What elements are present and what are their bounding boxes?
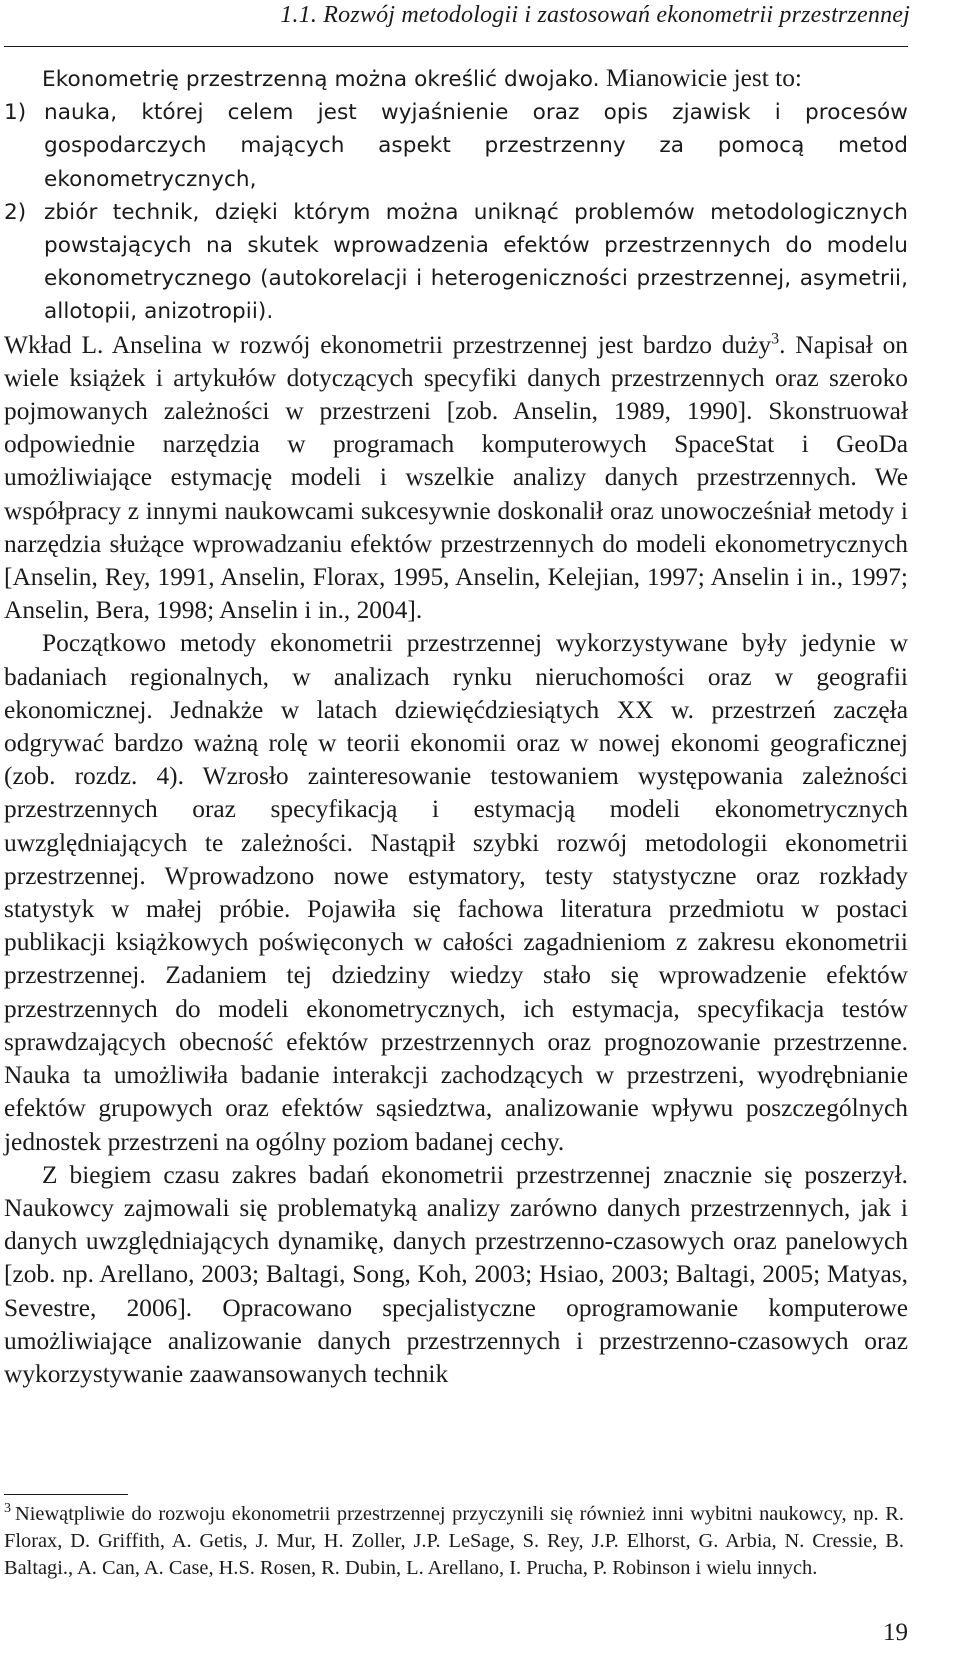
paragraph-intro xyxy=(4,62,908,96)
paragraph-anselin xyxy=(4,329,908,628)
paragraph-scope: Z biegiem czasu zakres badań ekonometrii przestrzennej znacznie się poszerzył. Naukowcy zajmowali się problematyką analizy zarówno danych przestrzennych, jak i danych uwzględniających dynamikę, danych przestrzenno-czasowych oraz panelowych [zob. np. Arellano, 2003; Baltagi, Song, Koh, 2003; Hsiao, 2003; Baltagi, 2005; Matyas, Sevestre, 2006]. Opracowano specjalistyczne oprogramowanie komputerowe umożliwiające analizowanie danych przestrzennych i przestrzenno-czasowych oraz wykorzystywanie zaawansowanych technik xyxy=(4,1160,908,1388)
paragraph-development: Początkowo metody ekonometrii przestrzennej wykorzystywane były jedynie w badaniach regionalnych, w analizach rynku nieruchomości oraz w geografii ekonomicznej. Jednakże w latach dziewięćdziesiątych XX w. przestrzeń zaczęła odgrywać bardzo ważną rolę w teorii ekonomii oraz w nowej ekonomi geograficznej (zob. rozdz. 4). Wzrosło zainteresowanie testowaniem występowania zależności przestrzennych oraz specyfikacją i estymacją modeli ekonometrycznych uwzględniających te zależności. Nastąpił szybki rozwój metodologii ekonometrii przestrzennej. Wprowadzono nowe estymatory, testy statystyczne oraz rozkłady statystyk w małej próbie. Pojawiła się fachowa literatura przedmiotu w postaci publikacji książkowych poświęconych w całości zagadnieniom z zakresu ekonometrii przestrzennej. Zadaniem tej dziedziny wiedzy stało się wprowadzenie efektów przestrzennych do modeli ekonometrycznych, ich estymacja, specyfikacja testów sprawdzających obecność efektów przestrzennych oraz prognozowanie przestrzenne. Nauka ta umożliwiła badanie interakcji zachodzących w przestrzeni, wyodrębnianie efektów grupowych oraz efektów sąsiedztwa, analizowanie wpływu poszczególnych jednostek przestrzeni na ogólny poziom badanej cechy. xyxy=(4,629,908,1156)
list-item-text: zbiór technik, dzięki którym można uniknąć problemów metodologicznych powstających na skutek wprowadzenia efektów przestrzennych do modelu ekonometrycznego (autokorelacji i heterogeniczności przestrzennej, asymetrii, allotopii, anizotropii). xyxy=(44,199,908,325)
intro-sentence: Ekonometrię przestrzenną można określić dwojako. xyxy=(42,67,600,92)
footnote-mark: 3 xyxy=(4,1501,11,1517)
list-item-number: 2) xyxy=(4,199,27,225)
footnote-reference[interactable]: 3 xyxy=(771,330,780,348)
list-item xyxy=(4,96,908,196)
running-header-title: 1.1. Rozwój metodologii i zastosowań ekonometrii przestrzennej xyxy=(280,2,910,28)
intro-continuation: Mianowicie jest to: xyxy=(605,64,802,92)
footnote-text: Niewątpliwie do rozwoju ekonometrii przestrzennej przyczynili się również inni wybitni naukowcy, np. R. Florax, D. Griffith, A. Getis, J. Mur, H. Zoller, J.P. LeSage, S. Rey, J.P. Elhorst, G. Arbia, N. Cressie, B. Baltagi., A. Can, A. Case, H.S. Rosen, R. Dubin, L. Arellano, I. Prucha, P. Robinson i wielu innych. xyxy=(4,1503,904,1579)
paragraph-text: Wkład L. Anselina w rozwój ekonometrii przestrzennej jest bardzo duży xyxy=(4,330,772,359)
paragraph-text: . Napisał on wiele książek i artykułów dotyczących specyfiki danych przestrzennych oraz szeroko pojmowanych zależności w przestrzeni [zob. Anselin, 1989, 1990]. Skonstruował odpowiednie narzędzia w programach komputerowych SpaceStat i GeoDa umożliwiające estymację modeli i wszelkie analizy danych przestrzennych. We współpracy z innymi naukowcami sukcesywnie doskonalił oraz unowocześniał metody i narzędzia służące wprowadzaniu efektów przestrzennych do modeli ekonometrycznych [Anselin, Rey, 1991, Anselin, Florax, 1995, Anselin, Kelejian, 1997; Anselin i in., 1997; Anselin, Bera, 1998; Anselin i in., 2004]. xyxy=(4,330,908,625)
header-divider xyxy=(4,46,908,47)
list-item xyxy=(4,196,908,329)
footnote xyxy=(4,1501,904,1581)
footnote-divider xyxy=(4,1494,128,1495)
page-number: 19 xyxy=(883,1619,908,1646)
definition-list xyxy=(4,96,908,328)
main-text xyxy=(4,62,908,1391)
list-item-text: nauka, której celem jest wyjaśnienie oraz opis zjawisk i procesów gospodarczych mających aspekt przestrzenny za pomocą metod ekonometrycznych, xyxy=(44,100,908,192)
list-item-number: 1) xyxy=(4,100,27,126)
